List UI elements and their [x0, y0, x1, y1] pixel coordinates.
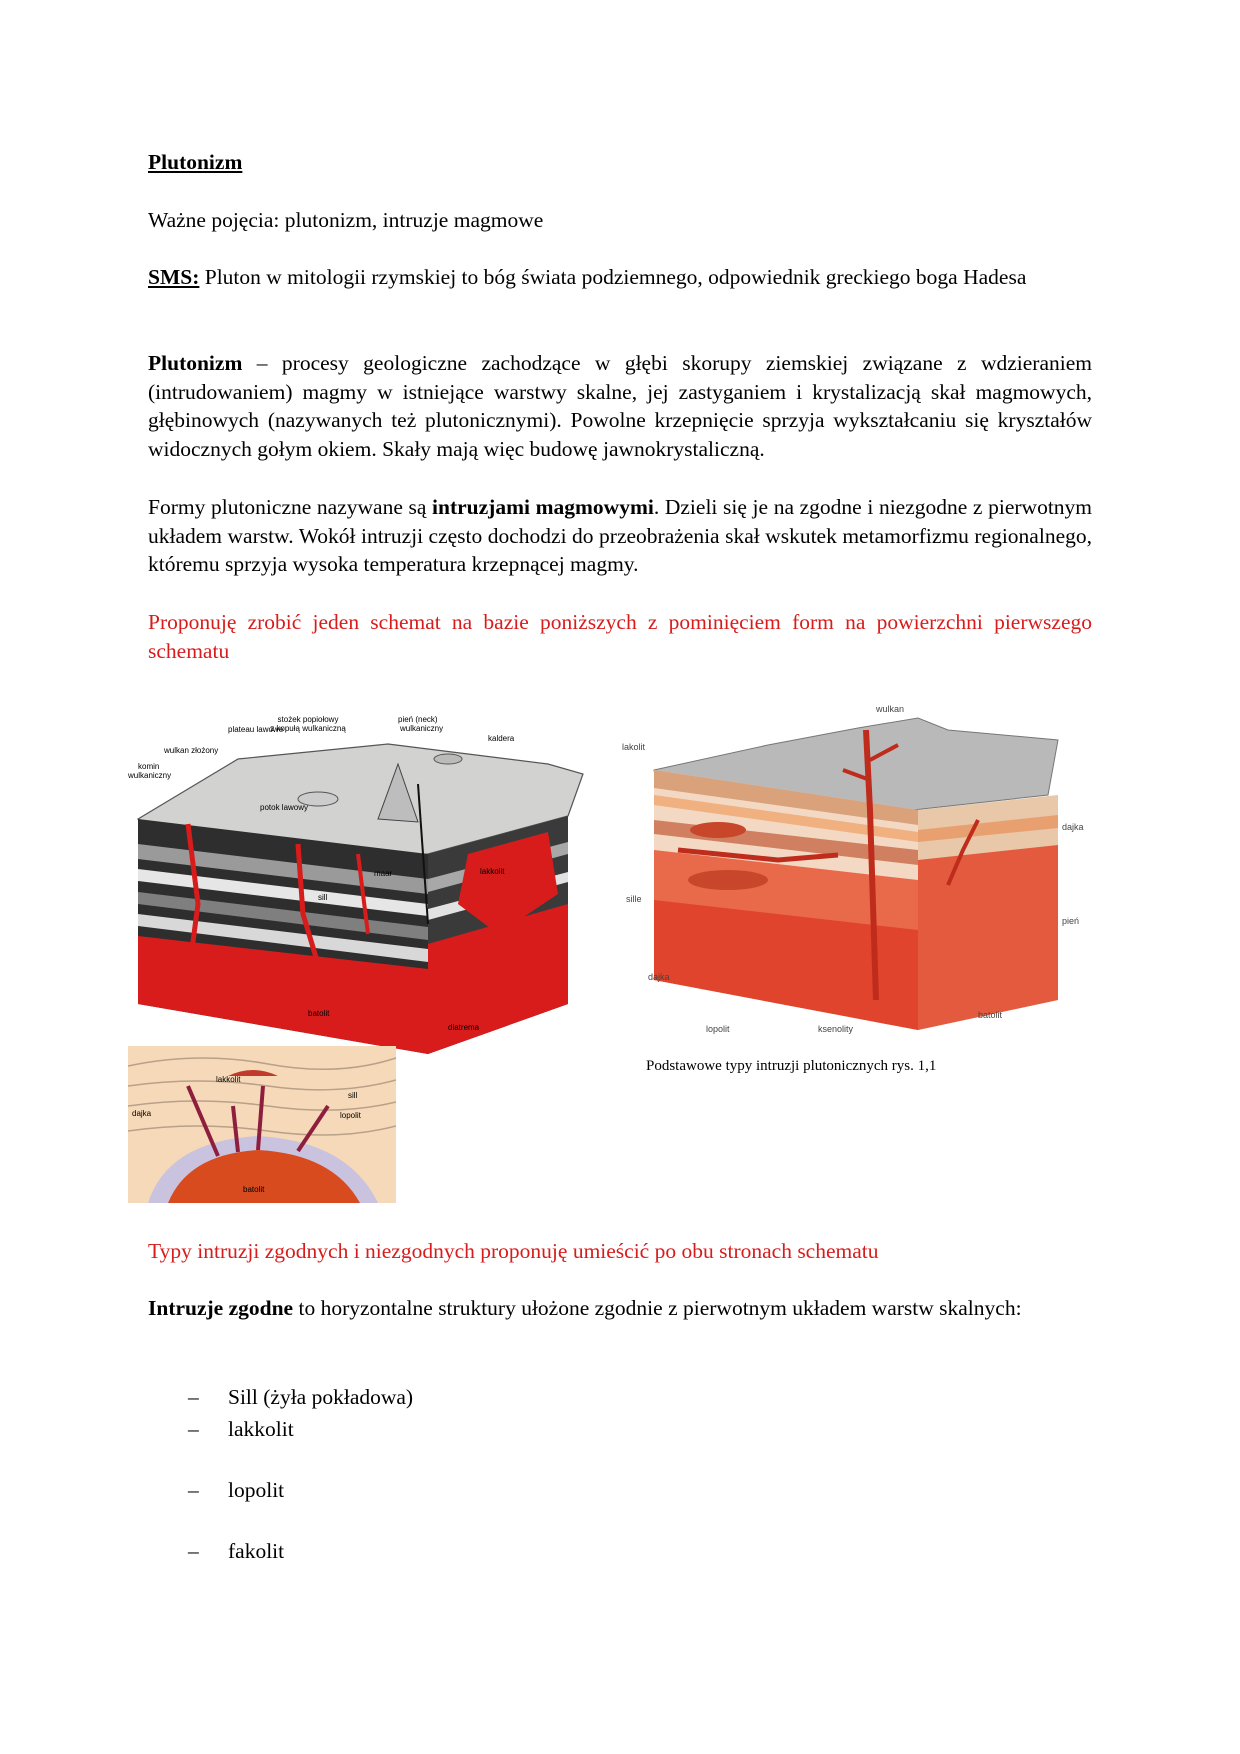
label-komin: komin — [138, 762, 160, 771]
note-scheme: Proponuję zrobić jeden schemat na bazie poniższych z pominięciem form na powierzchni pierwszego schematu — [148, 610, 1092, 663]
label-pien-neck: pień (neck) — [398, 715, 438, 724]
list-item — [188, 1383, 414, 1411]
forms-post: . Dzieli się je na zgodne i niezgodne z pierwotnym układem warstw. Wokół intruzji często dochodzi do przeobrażenia skał wskutek metamorfizmu regionalnego, któremu sprzyja wysoka temperatura krzepnącej magmy. — [148, 495, 1093, 577]
page-title: Plutonizm — [148, 150, 243, 174]
concordant-term: Intruzje zgodne — [148, 1296, 294, 1320]
figure-intrusion-types — [618, 700, 1094, 1050]
list-item-label: Sill (żyła pokładowa) — [228, 1385, 414, 1409]
label-wulkan-2: wulkan — [876, 704, 905, 714]
definition-paragraph — [148, 349, 1092, 463]
label-pien: pień — [1062, 916, 1080, 926]
label-lakkolit: lakkolit — [480, 867, 505, 876]
figure-caption: Podstawowe typy intruzji plutonicznych rys. 1,1 — [646, 1058, 937, 1074]
list-item-label: lopolit — [228, 1478, 285, 1502]
label-lopolit: lopolit — [706, 1024, 730, 1034]
label-batolit-3: batolit — [243, 1185, 265, 1194]
label-ksenolity: ksenolity — [818, 1024, 854, 1034]
list-dash: – — [188, 1478, 199, 1502]
label-plateau: plateau lawowe — [228, 725, 284, 734]
label-komin-2: wulkaniczny — [128, 771, 172, 780]
label-potok: potok lawowy — [260, 803, 309, 812]
label-sill-3: sill — [348, 1091, 358, 1100]
list-item — [188, 1476, 285, 1504]
sms-text: Pluton w mitologii rzymskiej to bóg świata podziemnego, odpowiednik greckiego boga Hadesa — [204, 265, 1027, 289]
concordant-text: to horyzontalne struktury ułożone zgodnie z pierwotnym układem warstw skalnych: — [293, 1296, 1022, 1320]
label-maar: maar — [374, 869, 393, 878]
definition-text: – procesy geologiczne zachodzące w głębi skorupy ziemskiej związane z wdzieraniem (intrudowaniem) magmy w istniejące warstwy skalne, jej zastyganiem i krystalizacją skał magmowych, głębinowych (nazywanych też plutonicznymi). Powolne krzepnięcie sprzyja wykształcaniu się kryształów widocznych gołym okiem. Skały mają więc budowę jawnokrystaliczną. — [148, 351, 1093, 461]
list-dash: – — [188, 1539, 199, 1563]
label-pien-neck-2: wulkaniczny — [400, 724, 444, 733]
label-stozek: stożek popiołowy — [277, 715, 339, 724]
list-dash: – — [188, 1385, 199, 1409]
concordant-paragraph — [148, 1294, 1092, 1323]
label-dajka-r: dajka — [1062, 822, 1084, 832]
sms-label: SMS: — [148, 265, 200, 289]
label-dajka-l: dajka — [648, 972, 670, 982]
list-item-label: lakkolit — [228, 1417, 294, 1441]
label-wulkan: wulkan złożony — [164, 746, 219, 755]
label-stozek-2: z kopułą wulkaniczną — [270, 724, 346, 733]
label-batolit-2: batolit — [978, 1010, 1003, 1020]
note-types: Typy intruzji zgodnych i niezgodnych proponuję umieścić po obu stronach schematu — [148, 1239, 879, 1263]
forms-paragraph — [148, 493, 1092, 579]
definition-term: Plutonizm — [148, 351, 243, 375]
figure-block-diagram — [128, 704, 588, 1054]
sms-paragraph — [148, 263, 1092, 292]
laccolith-fig2 — [690, 822, 746, 838]
lopolith-fig2 — [688, 870, 768, 890]
label-kaldera: kaldera — [488, 734, 515, 743]
forms-term: intruzjami magmowymi — [432, 495, 654, 519]
label-batolit: batolit — [308, 1009, 330, 1018]
label-lakolit: lakolit — [622, 742, 646, 752]
forms-pre: Formy plutoniczne nazywane są — [148, 495, 433, 519]
list-item — [188, 1537, 285, 1565]
list-dash: – — [188, 1417, 199, 1441]
label-lakkolit-3: lakkolit — [216, 1075, 241, 1084]
list-item — [188, 1415, 294, 1443]
label-dajka-3: dajka — [132, 1109, 152, 1118]
figure-cross-section — [128, 1046, 396, 1203]
label-sille: sille — [626, 894, 642, 904]
label-lopolit-3: lopolit — [340, 1111, 361, 1120]
label-sill: sill — [318, 893, 328, 902]
list-item-label: fakolit — [228, 1539, 285, 1563]
key-terms: Ważne pojęcia: plutonizm, intruzje magmowe — [148, 208, 544, 232]
label-diatrema: diatrema — [448, 1023, 480, 1032]
